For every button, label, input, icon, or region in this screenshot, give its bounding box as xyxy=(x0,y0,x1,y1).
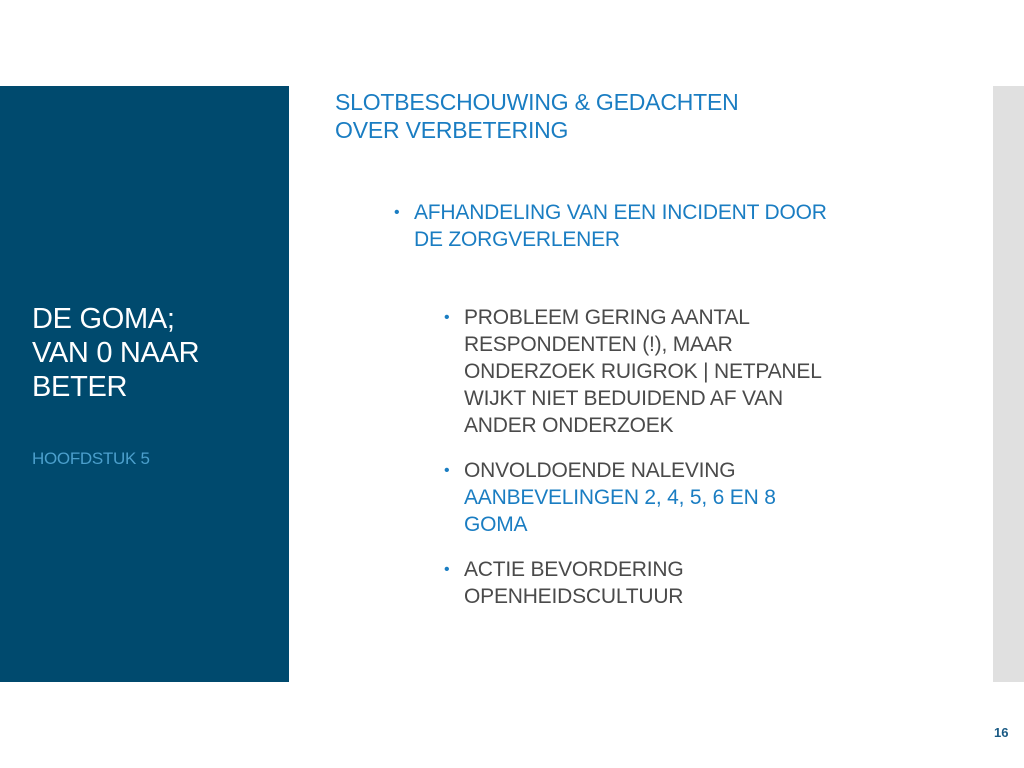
bullet-level1 xyxy=(394,199,954,253)
section-title-line: BETER xyxy=(32,371,128,403)
bullet-dot-icon: • xyxy=(444,309,450,326)
bullet-text-line: RESPONDENTEN (!), MAAR xyxy=(464,333,733,356)
bullet-text-line: ONDERZOEK RUIGROK | NETPANEL xyxy=(464,360,822,383)
section-title-line: DE GOMA; xyxy=(32,303,175,335)
bullet-text-line: ACTIE BEVORDERING xyxy=(464,558,684,581)
slide-heading xyxy=(335,88,895,144)
section-title xyxy=(32,302,282,404)
bullet-text-line: ONVOLDOENDE NALEVING xyxy=(464,459,736,482)
bullet-dot-icon: • xyxy=(444,561,450,578)
bullet-dot-icon: • xyxy=(394,204,400,221)
slide-heading-line: SLOTBESCHOUWING & GEDACHTEN xyxy=(335,89,739,115)
bullet-text-line: ANDER ONDERZOEK xyxy=(464,414,674,437)
bullet-dot-icon: • xyxy=(444,462,450,479)
list-item xyxy=(394,199,954,253)
slide-heading-line: OVER VERBETERING xyxy=(335,117,569,143)
section-subtitle: HOOFDSTUK 5 xyxy=(32,449,150,468)
bullet-text-line: PROBLEEM GERING AANTAL xyxy=(464,306,750,329)
bullet-text-line: DE ZORGVERLENER xyxy=(414,228,620,251)
page-number: 16 xyxy=(994,725,1009,740)
bullet-level2-list xyxy=(444,304,944,628)
bullet-highlight-line: GOMA xyxy=(464,513,528,536)
list-item xyxy=(444,556,944,610)
bullet-text-line: AFHANDELING VAN EEN INCIDENT DOOR xyxy=(414,201,827,224)
bullet-highlight-line: AANBEVELINGEN 2, 4, 5, 6 EN 8 xyxy=(464,486,776,509)
bullet-text-line: OPENHEIDSCULTUUR xyxy=(464,585,684,608)
bullet-text-line: WIJKT NIET BEDUIDEND AF VAN xyxy=(464,387,783,410)
right-decorative-strip xyxy=(993,86,1024,682)
list-item xyxy=(444,457,944,538)
list-item xyxy=(444,304,944,439)
section-title-line: VAN 0 NAAR xyxy=(32,337,200,369)
